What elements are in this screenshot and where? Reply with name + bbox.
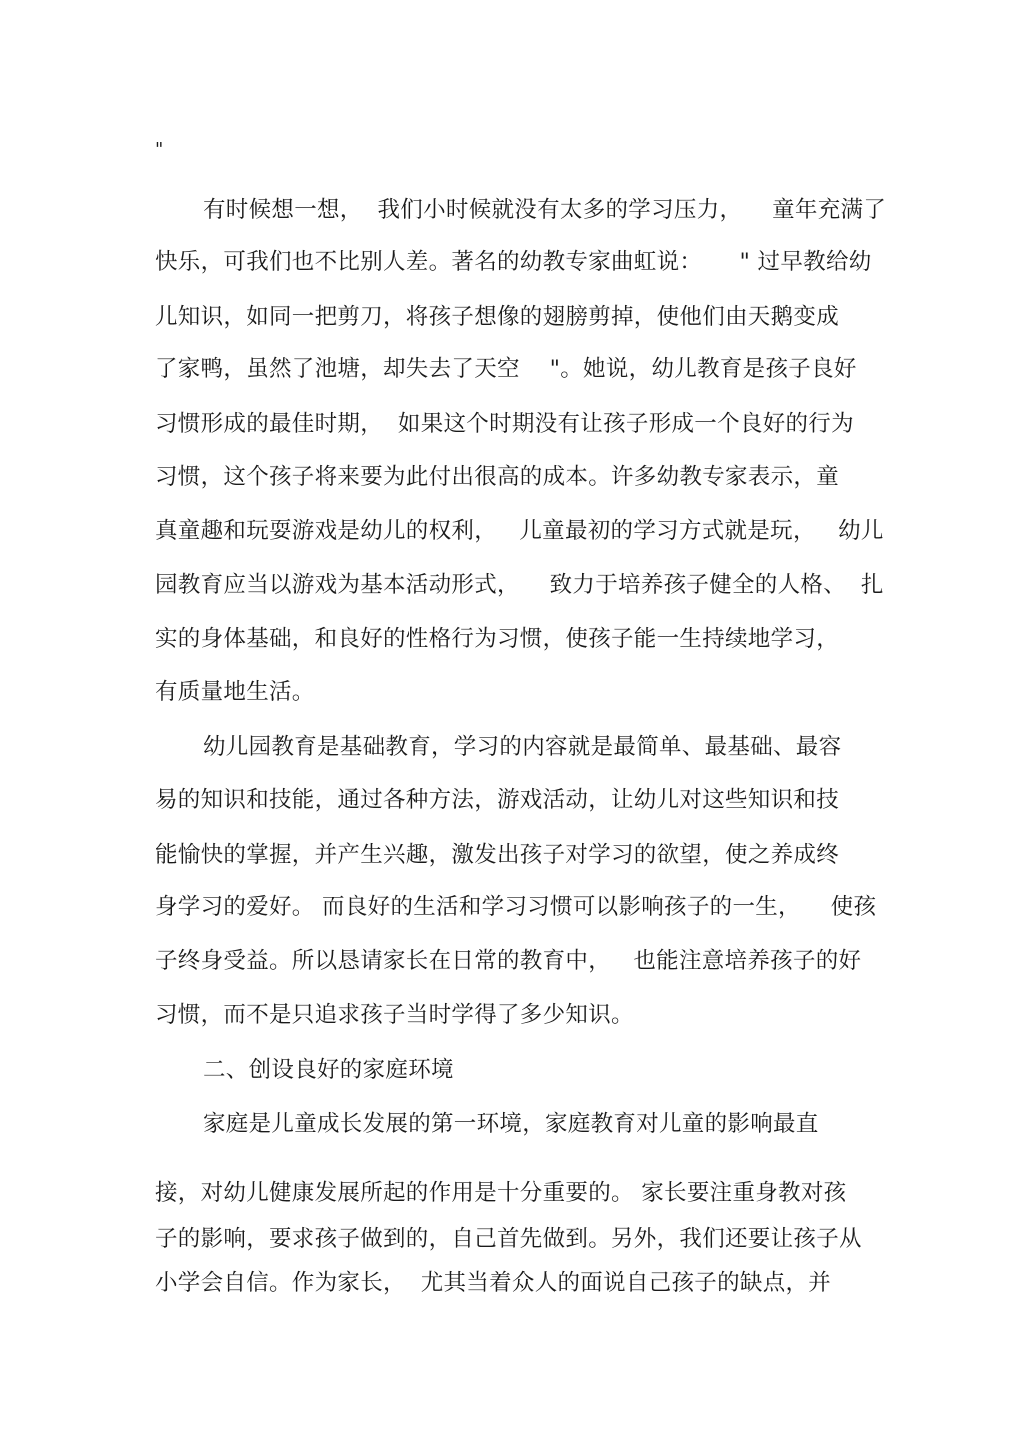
- text-line-1: 有时候想一想， 我们小时候就没有太多的学习压力， 童年充满了: [203, 197, 887, 223]
- text-line-16: 习惯，而不是只追求孩子当时学得了多少知识。: [155, 1002, 634, 1028]
- text-line-13: 能愉快的掌握，并产生兴趣，激发出孩子对学习的欲望，使之养成终: [155, 842, 840, 868]
- text-line-21: 小学会自信。作为家长， 尤其当着众人的面说自己孩子的缺点，并: [155, 1270, 832, 1296]
- text-line-8: 园教育应当以游戏为基本活动形式， 致力于培养孩子健全的人格、 扎: [155, 572, 884, 598]
- text-line-5: 习惯形成的最佳时期， 如果这个时期没有让孩子形成一个良好的行为: [155, 411, 854, 437]
- text-line-12: 易的知识和技能，通过各种方法，游戏活动，让幼儿对这些知识和技: [155, 787, 840, 813]
- text-line-14: 身学习的爱好。 而良好的生活和学习习惯可以影响孩子的一生， 使孩: [155, 894, 877, 920]
- text-line-20: 子的影响，要求孩子做到的，自己首先做到。另外，我们还要让孩子从: [155, 1226, 862, 1252]
- text-line-7: 真童趣和玩耍游戏是幼儿的权利， 儿童最初的学习方式就是玩， 幼儿: [155, 518, 884, 544]
- text-line-10: 有质量地生活。: [155, 679, 315, 705]
- text-line-15: 子终身受益。所以恳请家长在日常的教育中， 也能注意培养孩子的好: [155, 948, 862, 974]
- leading-quote-mark: ": [155, 139, 164, 160]
- text-line-19: 接，对幼儿健康发展所起的作用是十分重要的。 家长要注重身教对孩: [155, 1180, 847, 1206]
- text-line-3: 儿知识，如同一把剪刀，将孩子想像的翅膀剪掉，使他们由天鹅变成: [155, 304, 840, 330]
- text-line-11: 幼儿园教育是基础教育，学习的内容就是最简单、最基础、最容: [203, 734, 842, 760]
- text-line-6: 习惯，这个孩子将来要为此付出很高的成本。许多幼教专家表示，童: [155, 464, 840, 490]
- text-line-4: 了家鸭，虽然了池塘，却失去了天空 "。她说，幼儿教育是孩子良好: [155, 356, 857, 382]
- text-line-2: 快乐，可我们也不比别人差。著名的幼教专家曲虹说： " 过早教给幼: [155, 249, 872, 275]
- section-heading: 二、创设良好的家庭环境: [203, 1057, 454, 1083]
- text-line-18: 家庭是儿童成长发展的第一环境，家庭教育对儿童的影响最直: [203, 1111, 819, 1137]
- text-line-9: 实的身体基础，和良好的性格行为习惯，使孩子能一生持续地学习，: [155, 626, 840, 652]
